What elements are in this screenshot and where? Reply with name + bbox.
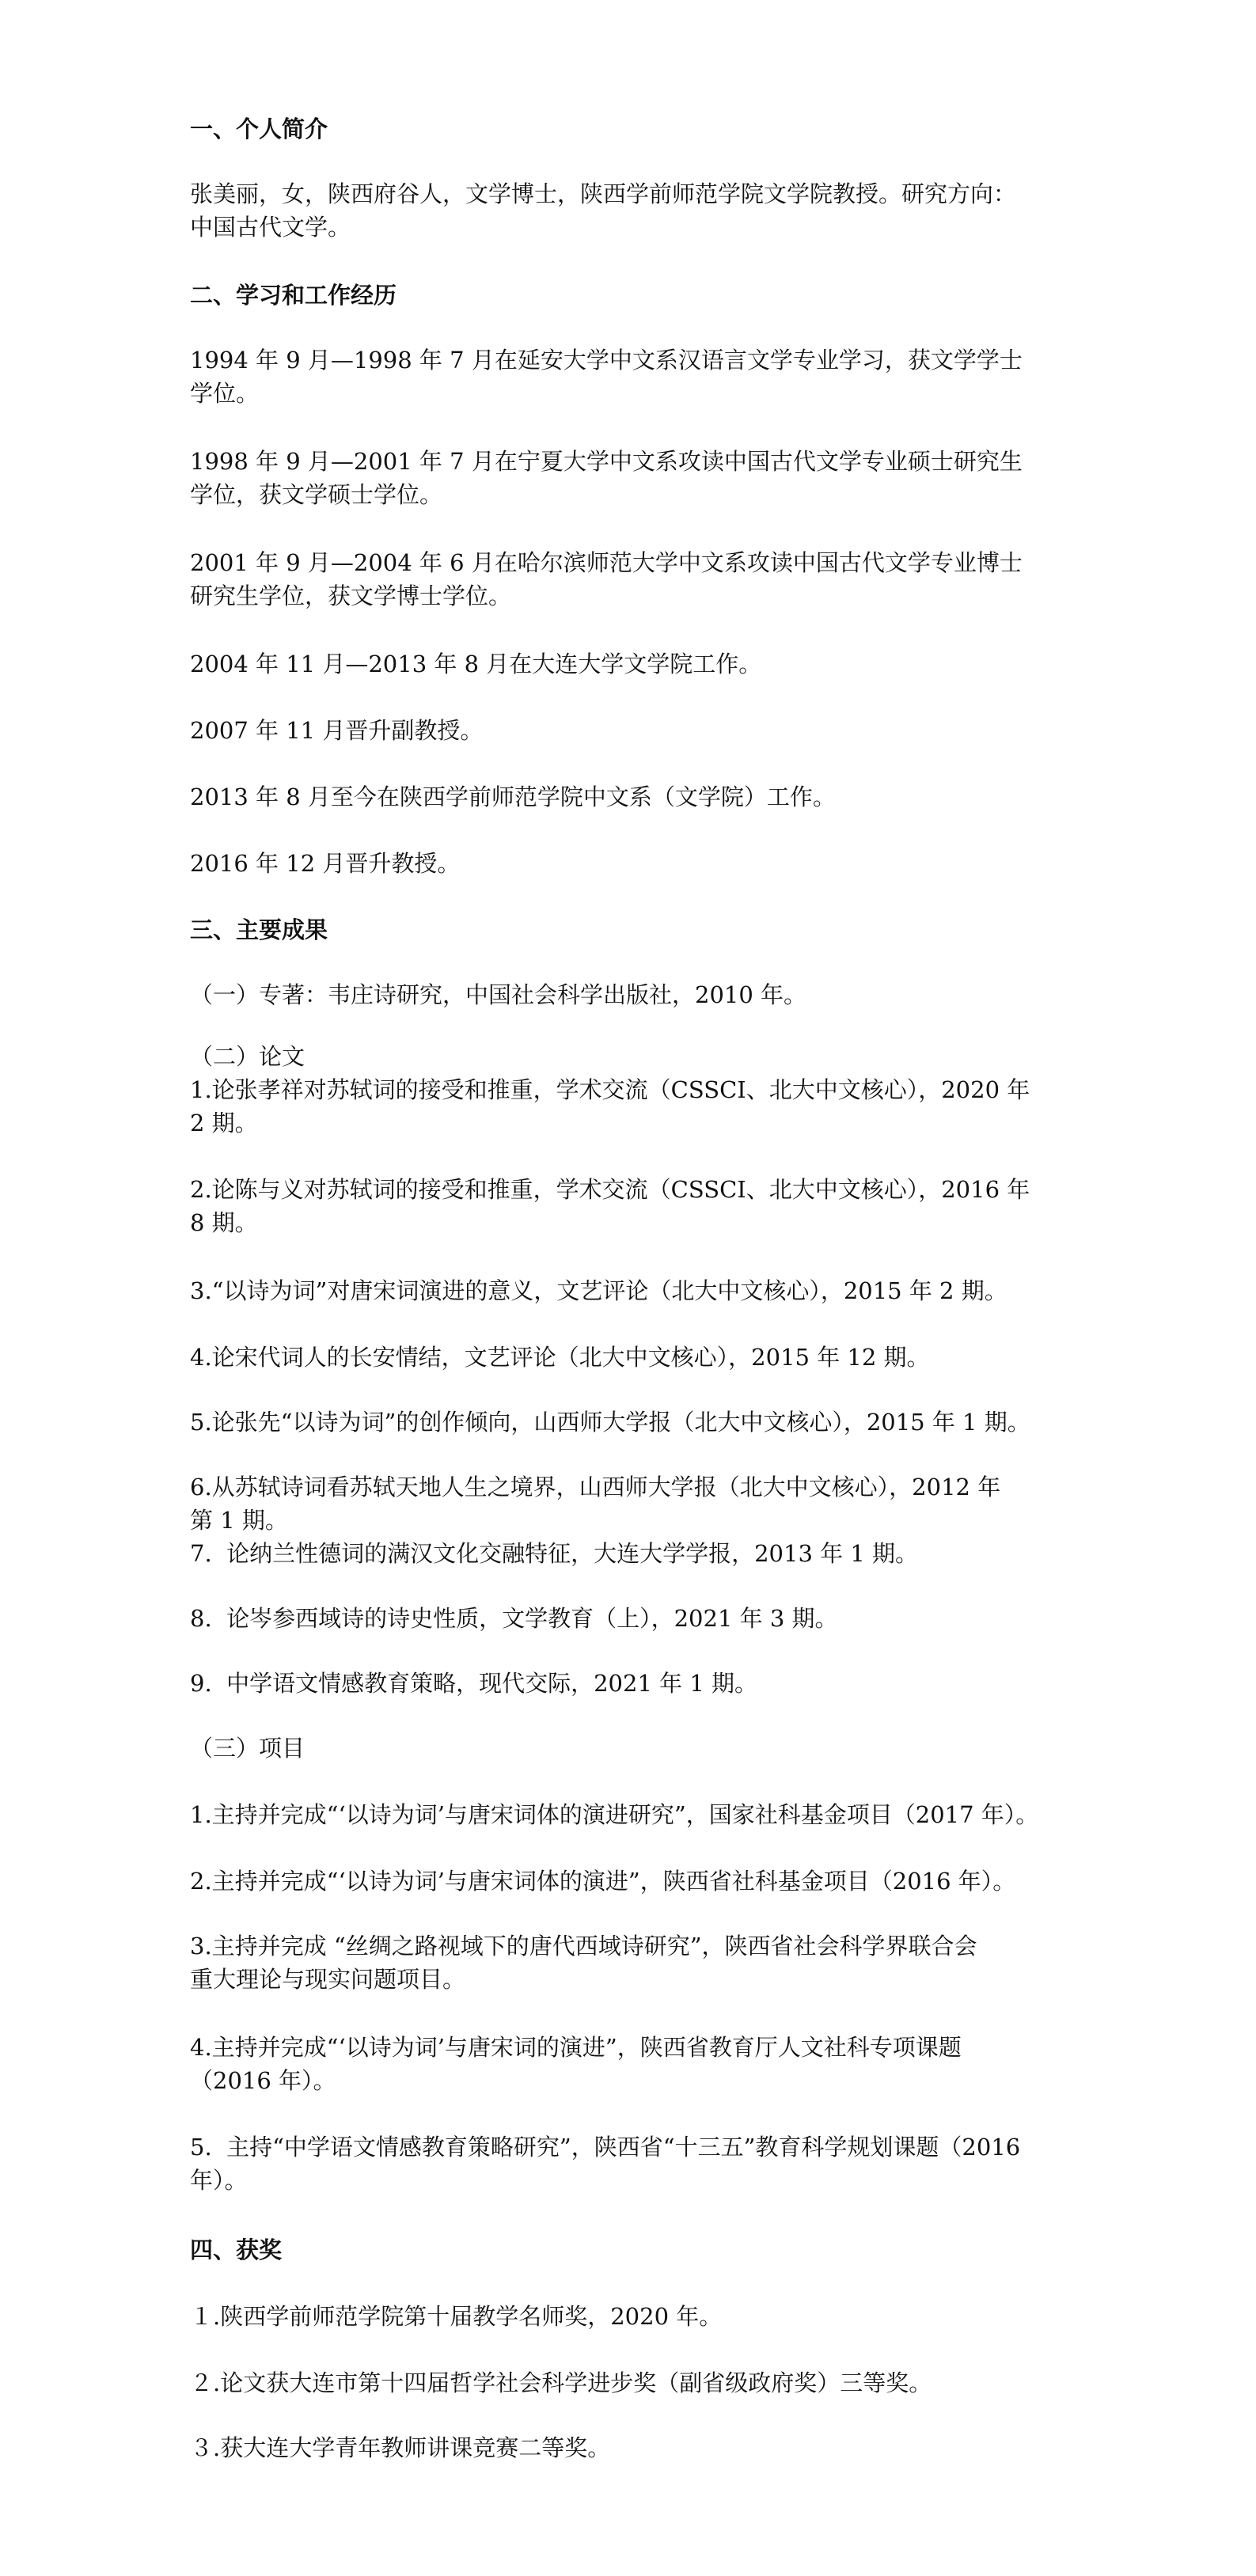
section-heading-awards: 四、获奖 <box>190 2236 283 2263</box>
award-item: １.陕西学前师范学院第十届教学名师奖，2020 年。 <box>190 2303 723 2330</box>
paper-item: 5.论张先“以诗为词”的创作倾向，山西师大学报（北大中文核心），2015 年 1 期。 <box>190 1409 1030 1436</box>
experience-item: 1994 年 9 月—1998 年 7 月在延安大学中文系汉语言文学专业学习，获文学学士 学位。 <box>190 347 1023 407</box>
paper-item: 4.论宋代词人的长安情结，文艺评论（北大中文核心），2015 年 12 期。 <box>190 1344 930 1371</box>
monograph-line: （一）专著：韦庄诗研究，中国社会科学出版社，2010 年。 <box>190 981 807 1008</box>
paper-item: 1.论张孝祥对苏轼词的接受和推重，学术交流（CSSCI、北大中文核心），2020 年 2 期。 <box>190 1076 1030 1136</box>
project-item: 4.主持并完成“‘以诗为词’与唐宋词的演进”，陕西省教育厅人文社科专项课题 （2016 年）。 <box>190 2034 962 2094</box>
award-item: ２.论文获大连市第十四届哲学社会科学进步奖（副省级政府奖）三等奖。 <box>190 2369 932 2396</box>
paper-item: 6.从苏轼诗词看苏轼天地人生之境界，山西师大学报（北大中文核心），2012 年 第 1 期。 <box>190 1474 1001 1534</box>
section-heading-intro: 一、个人简介 <box>190 116 328 142</box>
papers-subheading: （二）论文 <box>190 1043 305 1070</box>
experience-item: 2001 年 9 月—2004 年 6 月在哈尔滨师范大学中文系攻读中国古代文学专业博士 研究生学位，获文学博士学位。 <box>190 549 1023 609</box>
project-item: 2.主持并完成“‘以诗为词’与唐宋词体的演进”，陕西省社科基金项目（2016 年）。 <box>190 1868 1016 1895</box>
paper-item: 8. 论岑参西域诗的诗史性质，文学教育（上），2021 年 3 期。 <box>190 1605 838 1632</box>
intro-paragraph: 张美丽，女，陕西府谷人，文学博士，陕西学前师范学院文学院教授。研究方向： 中国古代文学。 <box>190 180 1017 241</box>
experience-item: 2013 年 8 月至今在陕西学前师范学院中文系（文学院）工作。 <box>190 783 836 810</box>
experience-item: 2004 年 11 月—2013 年 8 月在大连大学文学院工作。 <box>190 651 762 677</box>
paper-item: 2.论陈与义对苏轼词的接受和推重，学术交流（CSSCI、北大中文核心），2016 年 8 期。 <box>190 1176 1030 1236</box>
section-heading-experience: 二、学习和工作经历 <box>190 282 397 309</box>
project-item: 1.主持并完成“‘以诗为词’与唐宋词体的演进研究”，国家社科基金项目（2017 年）。 <box>190 1801 1039 1828</box>
award-item: ３.获大连大学青年教师讲课竞赛二等奖。 <box>190 2434 611 2461</box>
experience-item: 2007 年 11 月晋升副教授。 <box>190 717 484 744</box>
paper-item: 9. 中学语文情感教育策略，现代交际，2021 年 1 期。 <box>190 1670 758 1697</box>
project-item: 3.主持并完成 “丝绸之路视域下的唐代西域诗研究”，陕西省社会科学界联合会 重大理论与现实问题项目。 <box>190 1933 977 1993</box>
paper-item: 3.“以诗为词”对唐宋词演进的意义，文艺评论（北大中文核心），2015 年 2 期。 <box>190 1277 1007 1304</box>
paper-item: 7. 论纳兰性德词的满汉文化交融特征，大连大学学报，2013 年 1 期。 <box>190 1540 919 1567</box>
projects-subheading: （三）项目 <box>190 1735 305 1762</box>
section-heading-achievements: 三、主要成果 <box>190 916 328 943</box>
project-item: 5. 主持“中学语文情感教育策略研究”，陕西省“十三五”教育科学规划课题（2016 年）。 <box>190 2134 1021 2194</box>
experience-item: 1998 年 9 月—2001 年 7 月在宁夏大学中文系攻读中国古代文学专业硕士研究生 学位，获文学硕士学位。 <box>190 448 1023 508</box>
experience-item: 2016 年 12 月晋升教授。 <box>190 850 461 877</box>
